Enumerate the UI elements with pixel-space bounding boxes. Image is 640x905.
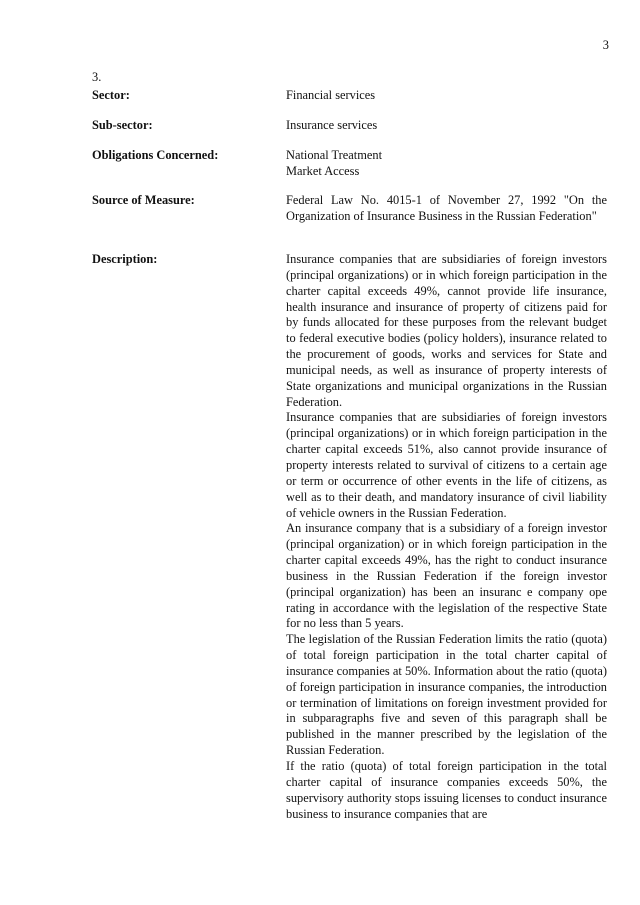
description-body [286,252,607,822]
obligation-national-treatment: National Treatment [286,148,383,162]
description-paragraph-1: Insurance companies that are subsidiaries of foreign investors (principal organizations) or in which foreign participation in the charter capital exceeds 49%, cannot provide life insurance, health insurance and insurance of property of citizens paid for by funds allocated for these purposes from the relevant budget to federal executive bodies (policy holders), insurance related to the procurement of goods, works and services for State and municipal needs, as well as insurance of property interests of State organizations and municipal organizations in the Russian Federation. [286,252,607,409]
page-number: 3 [602,38,609,52]
obligations-label: Obligations Concerned: [92,148,219,162]
description-paragraph-5: If the ratio (quota) of total foreign participation in the total charter capital of insurance companies exceeds 50%, the supervisory authority stops issuing licenses to conduct insurance business to insurance companies that are [286,759,607,821]
sector-label: Sector: [92,88,130,102]
description-paragraph-2: Insurance companies that are subsidiaries of foreign investors (principal organizations) or in which foreign participation in the charter capital exceeds 51%, also cannot provide insurance of property interests related to survival of citizens to a certain age or term or occurrence of other events in the life of citizens, as well as to their death, and mandatory insurance of civil liability of vehicle owners in the Russian Federation. [286,410,607,520]
source-value [286,193,607,225]
source-text: Federal Law No. 4015-1 of November 27, 1992 "On the Organization of Insurance Business in the Russian Federation" [286,193,607,223]
sub-sector-label: Sub-sector: [92,118,153,132]
sector-value: Financial services [286,88,376,102]
sub-sector-value: Insurance services [286,118,378,132]
description-paragraph-3: An insurance company that is a subsidiary of a foreign investor (principal organization) or in which foreign participation in the charter capital exceeds 49%, has the right to conduct insurance business in the Russian Federation if the foreign investor (principal organization) has been an insuranc e company ope rating in accordance with the legislation of the respective State for no less than 5 years. [286,521,607,631]
obligation-market-access: Market Access [286,163,360,178]
description-label: Description: [92,252,158,266]
item-number: 3. [92,70,102,84]
obligations-values [286,148,607,180]
source-label: Source of Measure: [92,193,195,207]
description-paragraph-4: The legislation of the Russian Federation limits the ratio (quota) of total foreign participation in the total charter capital of insurance companies at 50%. Information about the ratio (quota) of foreign participation in insurance companies, the introduction or termination of limitations on foreign investment provided for in subparagraphs five and seven of this paragraph shall be published in the manner prescribed by the legislation of the Russian Federation. [286,632,607,758]
